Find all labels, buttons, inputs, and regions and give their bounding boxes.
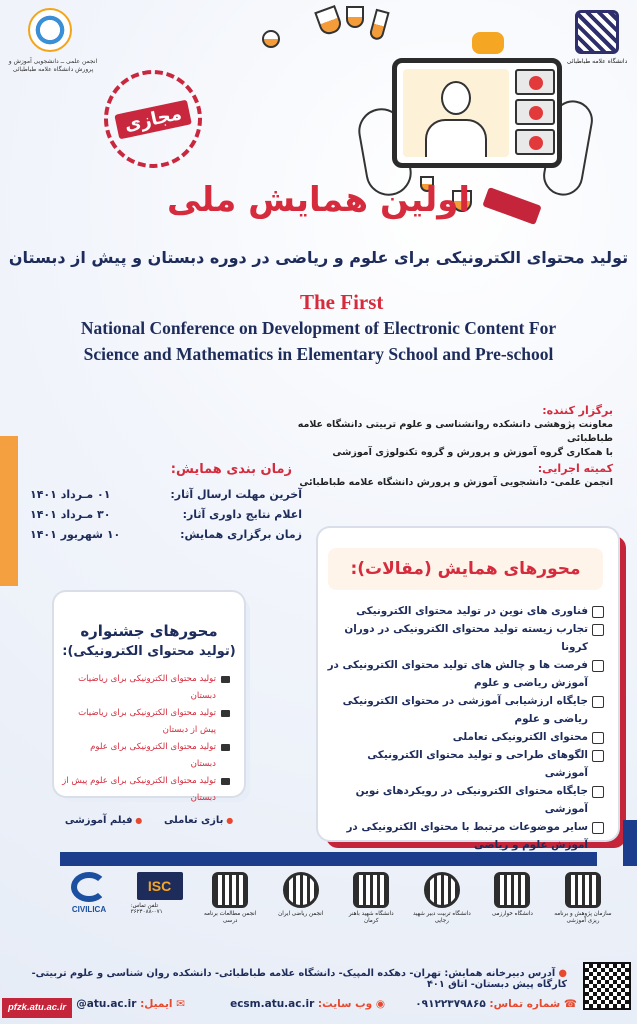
video-thumbnail-icon: [515, 69, 555, 95]
list-item: جایگاه ارزشیابی آموزشی در محتوای الکترونیکی ریاضی و علوم: [326, 692, 604, 728]
tablet-icon: [392, 58, 562, 168]
stamp-label: مجازی: [114, 99, 191, 139]
civilica-name: CIVILICA: [71, 905, 107, 914]
article-topics-heading: محورهای همایش (مقالات):: [328, 548, 603, 590]
globe-icon: ◉: [375, 998, 385, 1010]
organizer-line1: معاونت پژوهشی دانشکده روانشناسی و علوم تربیتی دانشگاه علامه طباطبائی: [297, 419, 613, 444]
title-en-line1: National Conference on Development of Electronic Content For: [80, 318, 557, 338]
phone-label: شماره تماس:: [489, 998, 561, 1010]
organizer-section: [293, 404, 613, 490]
isc-phone: تلفن تماس: ۰۷۱-۳۶۲۴۰۸۸: [130, 903, 163, 915]
university-logo-icon: [575, 10, 619, 54]
partner-logo: [554, 872, 612, 942]
timeline-row: [30, 485, 302, 505]
timeline-date: ۳۰ مـرداد ۱۴۰۱: [30, 508, 111, 521]
partner-logo: [201, 872, 259, 942]
list-item: تولید محتوای الکترونیکی برای علوم دبستان: [62, 739, 230, 773]
festival-subheading: (تولید محتوای الکترونیکی):: [62, 644, 236, 659]
festival-topics-card: [54, 592, 244, 826]
partner-name: سازمان پژوهش و برنامه ریزی آموزشی: [554, 911, 612, 924]
address-label: آدرس دبیرخانه همایش:: [444, 968, 556, 979]
knot-emblem-icon: [353, 872, 389, 908]
qr-code[interactable]: [583, 962, 631, 1010]
partner-logo: [413, 872, 471, 942]
flask-icon: [314, 5, 344, 37]
organizer-heading: برگزار کننده:: [542, 404, 613, 417]
subtitle-fa: تولید محتوای الکترونیکی برای علوم و ریاضی در دوره دبستان و پیش از دبستان: [8, 248, 629, 267]
educational-film-label: ● فیلم آموزشی: [65, 815, 142, 826]
exec-heading: کمیته اجرایی:: [537, 462, 613, 475]
association-logo-icon: [28, 8, 72, 52]
list-item: تولید محتوای الکترونیکی برای ریاضیات دبستان: [62, 671, 230, 705]
timeline-date: ۰۱ مـرداد ۱۴۰۱: [30, 488, 111, 501]
website-link[interactable]: ecsm.atu.ac.ir: [230, 998, 315, 1010]
civilica-logo: [60, 872, 118, 942]
title-en-first: The First: [300, 290, 384, 314]
list-item: الگوهای طراحی و تولید محتوای الکترونیکی آموزشی: [326, 746, 604, 782]
website-contact: [230, 998, 385, 1010]
list-item: سایر موضوعات مرتبط با محتوای الکترونیکی در آموزش علوم و ریاضی: [326, 818, 604, 854]
partner-logo: [483, 872, 541, 942]
address-text: تهران- دهکده المپیک- دانشگاه علامه طباطبائی- دانشکده روان شناسی و علوم تربیتی- کارگاه پیش دبستان- اتاق ۴۰۱: [31, 968, 567, 990]
list-item: تولید محتوای الکترونیکی برای ریاضیات پیش از دبستان: [62, 705, 230, 739]
star-emblem-icon: [424, 872, 460, 908]
timeline-heading: زمان بندی همایش:: [170, 462, 292, 477]
timeline-label: اعلام نتایج داوری آثار:: [182, 508, 302, 521]
festival-heading: محورهای جشنواره: [80, 622, 218, 640]
virtual-stamp: [95, 61, 211, 177]
email-icon: ✉: [176, 998, 185, 1010]
round-flask-icon: [262, 30, 280, 48]
university-emblem-icon: [494, 872, 530, 908]
list-item: فرصت ها و چالش های تولید محتوای الکترونیکی در آموزش ریاضی و علوم: [326, 656, 604, 692]
video-thumbnail-icon: [515, 99, 555, 125]
partner-logo: [272, 872, 330, 942]
website-label: وب سایت:: [317, 998, 373, 1010]
list-item: تجارب زیسته تولید محتوای الکترونیکی در دوران کرونا: [326, 620, 604, 656]
list-item: فناوری های نوین در تولید محتوای الکترونیکی: [326, 602, 604, 620]
blue-side-tab: [623, 820, 637, 866]
festival-extras: [54, 815, 244, 826]
partner-name: انجمن ریاضی ایران: [278, 911, 324, 917]
title-en-line2: Science and Mathematics in Elementary School and Pre-school: [83, 344, 554, 364]
list-item: تولید محتوای الکترونیکی برای علوم پیش از دبستان: [62, 773, 230, 807]
location-pin-icon: ●: [558, 968, 567, 979]
teacher-body-icon: [425, 119, 487, 157]
timeline-row: [30, 525, 302, 545]
partner-name: دانشگاه تربیت دبیر شهید رجایی: [412, 911, 471, 924]
main-title-fa: اولین همایش ملی: [167, 180, 470, 220]
isc-logo: [131, 872, 189, 942]
organizer-line2: با همکاری گروه آموزش و پرورش و گروه تکنولوژی آموزشی: [332, 447, 613, 458]
tablet-screen: [403, 69, 509, 157]
timeline-label: زمان برگزاری همایش:: [180, 528, 302, 541]
list-item: جایگاه محتوای الکترونیکی در رویکردهای نوین آموزشی: [326, 782, 604, 818]
university-logo-text: دانشگاه علامه طباطبائی: [566, 58, 628, 65]
partner-logos: [60, 872, 612, 942]
email-label: ایمیل:: [140, 998, 173, 1010]
phone-icon: ☎: [563, 998, 577, 1010]
partner-name: دانشگاه خوارزمی: [491, 911, 533, 917]
scroll-emblem-icon: [212, 872, 248, 908]
teacher-head-icon: [441, 81, 471, 115]
partner-name: انجمن مطالعات برنامه درسی: [203, 911, 257, 924]
book-emblem-icon: [565, 872, 601, 908]
isc-mark: ISC: [137, 872, 183, 900]
orange-side-bar: [0, 436, 18, 586]
blue-divider-bar: [60, 852, 597, 866]
timeline-date: ۱۰ شهریور ۱۴۰۱: [30, 528, 121, 541]
email-contact: [76, 998, 185, 1010]
interactive-game-label: ● بازی تعاملی: [164, 815, 233, 826]
secretariat-address: [27, 968, 567, 990]
article-topics-card: [318, 528, 618, 851]
festival-topics-list: [62, 671, 230, 807]
phone-contact: [415, 998, 577, 1010]
chat-bubble-icon: [472, 32, 504, 54]
list-item: محتوای الکترونیکی تعاملی: [326, 728, 604, 746]
email-link[interactable]: atu.ac.ir@: [76, 998, 137, 1010]
partner-name: دانشگاه شهید باهنر کرمان: [348, 911, 394, 924]
timeline-section: [30, 462, 302, 545]
timeline-row: [30, 505, 302, 525]
beaker-icon: [346, 6, 364, 28]
watermark: pfzk.atu.ac.ir: [2, 998, 72, 1018]
phone-number[interactable]: ۰۹۱۲۲۳۷۹۸۶۵: [415, 998, 486, 1010]
video-thumbnail-icon: [515, 129, 555, 155]
circle-emblem-icon: [283, 872, 319, 908]
civilica-c-icon: [71, 872, 107, 902]
exec-line: انجمن علمی- دانشجویی آموزش و پرورش دانشگاه علامه طباطبائی: [299, 477, 613, 488]
timeline-label: آخرین مهلت ارسال آثار:: [170, 488, 302, 501]
association-logo-text: انجمن علمی ــ دانشجویی آموزش و پرورش دانشگاه علامه طباطبائی: [8, 58, 98, 73]
test-tube-icon: [368, 9, 389, 42]
article-topics-list: [326, 602, 604, 854]
partner-logo: [342, 872, 400, 942]
